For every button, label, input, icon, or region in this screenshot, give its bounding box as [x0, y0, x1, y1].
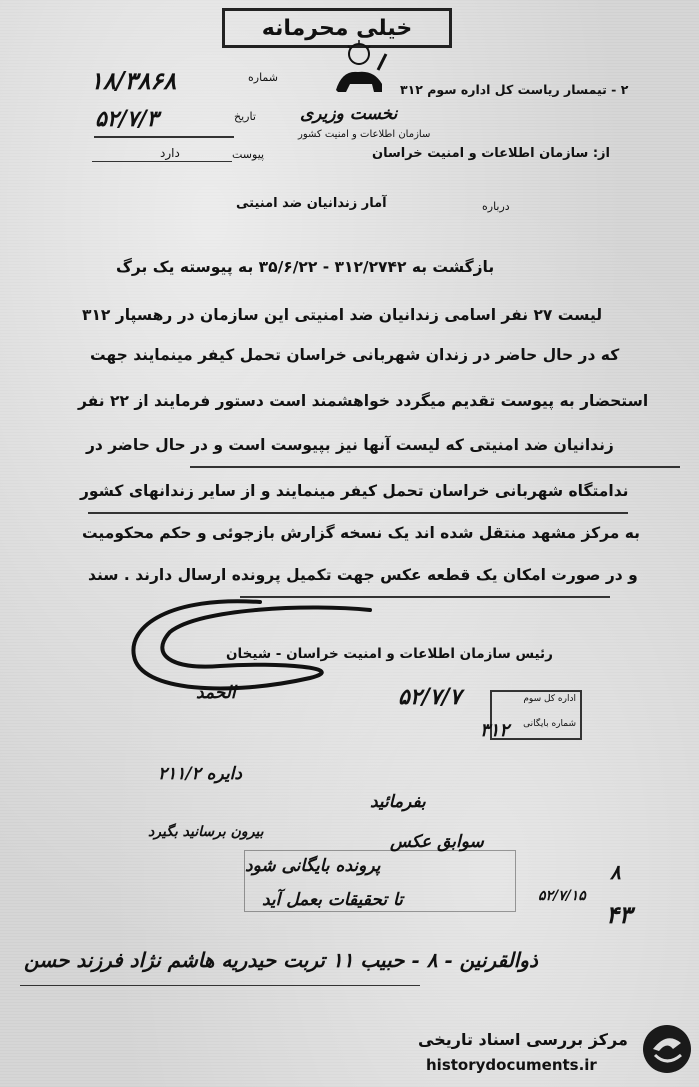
- footer-title: مرکز بررسی اسناد تاریخی: [418, 1030, 628, 1049]
- note-b: بیرون برسانید بگیرد: [148, 824, 264, 840]
- bottom-note: ذوالقرنین - ۸ - حبیب ۱۱ تربت حیدریه هاشم نژاد فرزند حسن: [24, 948, 538, 972]
- attachment-value: دارد: [160, 146, 180, 160]
- body-line-5: زندانیان ضد امنیتی که لیست آنها نیز بپیوست است و در حال حاضر در: [86, 436, 614, 454]
- body-line-2: لیست ۲۷ نفر اسامی زندانیان ضد امنیتی این سازمان در رهسپار ۳۱۲: [82, 306, 603, 324]
- note-box: [244, 850, 516, 912]
- classification-stamp-text: خیلی محرمانه: [261, 15, 413, 41]
- recipient-line: ۲ - تیمسار ریاست کل اداره سوم ۳۱۲: [400, 82, 629, 97]
- archive-logo-icon: [643, 1025, 691, 1073]
- org-subtitle: سازمان اطلاعات و امنیت کشور: [298, 129, 431, 140]
- receipt-stamp-date: ۵۲/۷/۷: [398, 684, 462, 710]
- subject-value: آمار زندانیان ضد امنیتی: [236, 196, 387, 211]
- note-a: بفرمائید: [370, 792, 426, 812]
- body-line-3: که در حال حاضر در زندان شهربانی خراسان تحمل کیفر مینمایند جهت: [90, 346, 620, 364]
- body-line-8: و در صورت امکان یک قطعه عکس جهت تکمیل پرونده ارسال دارند . سند: [88, 566, 638, 584]
- signature-name: الحمد: [196, 683, 236, 703]
- date-label: تاریخ: [234, 110, 256, 123]
- num-b: ۵۲/۷/۱۵: [538, 888, 586, 904]
- signature-title: رئیس سازمان اطلاعات و امنیت خراسان - شیخان: [226, 646, 553, 662]
- receipt-stamp-line2: شماره بایگانی: [523, 719, 576, 729]
- note-c: سوابق عکس: [390, 832, 484, 852]
- footer-url[interactable]: historydocuments.ir: [426, 1056, 597, 1074]
- attachment-label: پیوست: [232, 148, 265, 161]
- body-line-1: بازگشت به ۳۱۲/۲۷۴۲ - ۳۵/۶/۲۲ به پیوسته یک برگ: [116, 258, 495, 276]
- receipt-stamp-line1: اداره کل سوم: [523, 694, 576, 704]
- body-line-7: به مرکز مشهد منتقل شده اند یک نسخه گزارش بازجوئی و حکم محکومیت: [82, 524, 640, 542]
- number-label: شماره: [248, 71, 279, 84]
- dept-note: دایره ۲۱۱/۲: [158, 764, 242, 784]
- note-e: تا تحقیقات بعمل آید: [262, 890, 403, 910]
- date-value: ۵۲/۷/۳: [95, 106, 159, 132]
- number-value: ۱۸/۳۸۶۸: [90, 66, 177, 95]
- lion-sun-emblem-icon: [328, 40, 390, 98]
- num-a: ۸: [610, 860, 621, 884]
- subject-label: درباره: [482, 200, 510, 213]
- ministry-title: نخست وزیری: [300, 104, 398, 124]
- receipt-stamp-ref: ۳۱۲: [480, 720, 510, 741]
- num-c: ۴۳: [606, 900, 632, 929]
- body-line-6: ندامتگاه شهربانی خراسان تحمل کیفر مینمایند و از سایر زندانهای کشور: [80, 482, 629, 500]
- note-d: پرونده بایگانی شود: [245, 856, 381, 876]
- from-line: از: سازمان اطلاعات و امنیت خراسان: [372, 146, 610, 161]
- body-line-4: استحضار به پیوست تقدیم میگردد خواهشمند است دستور فرمایند از ۲۲ نفر: [78, 392, 649, 410]
